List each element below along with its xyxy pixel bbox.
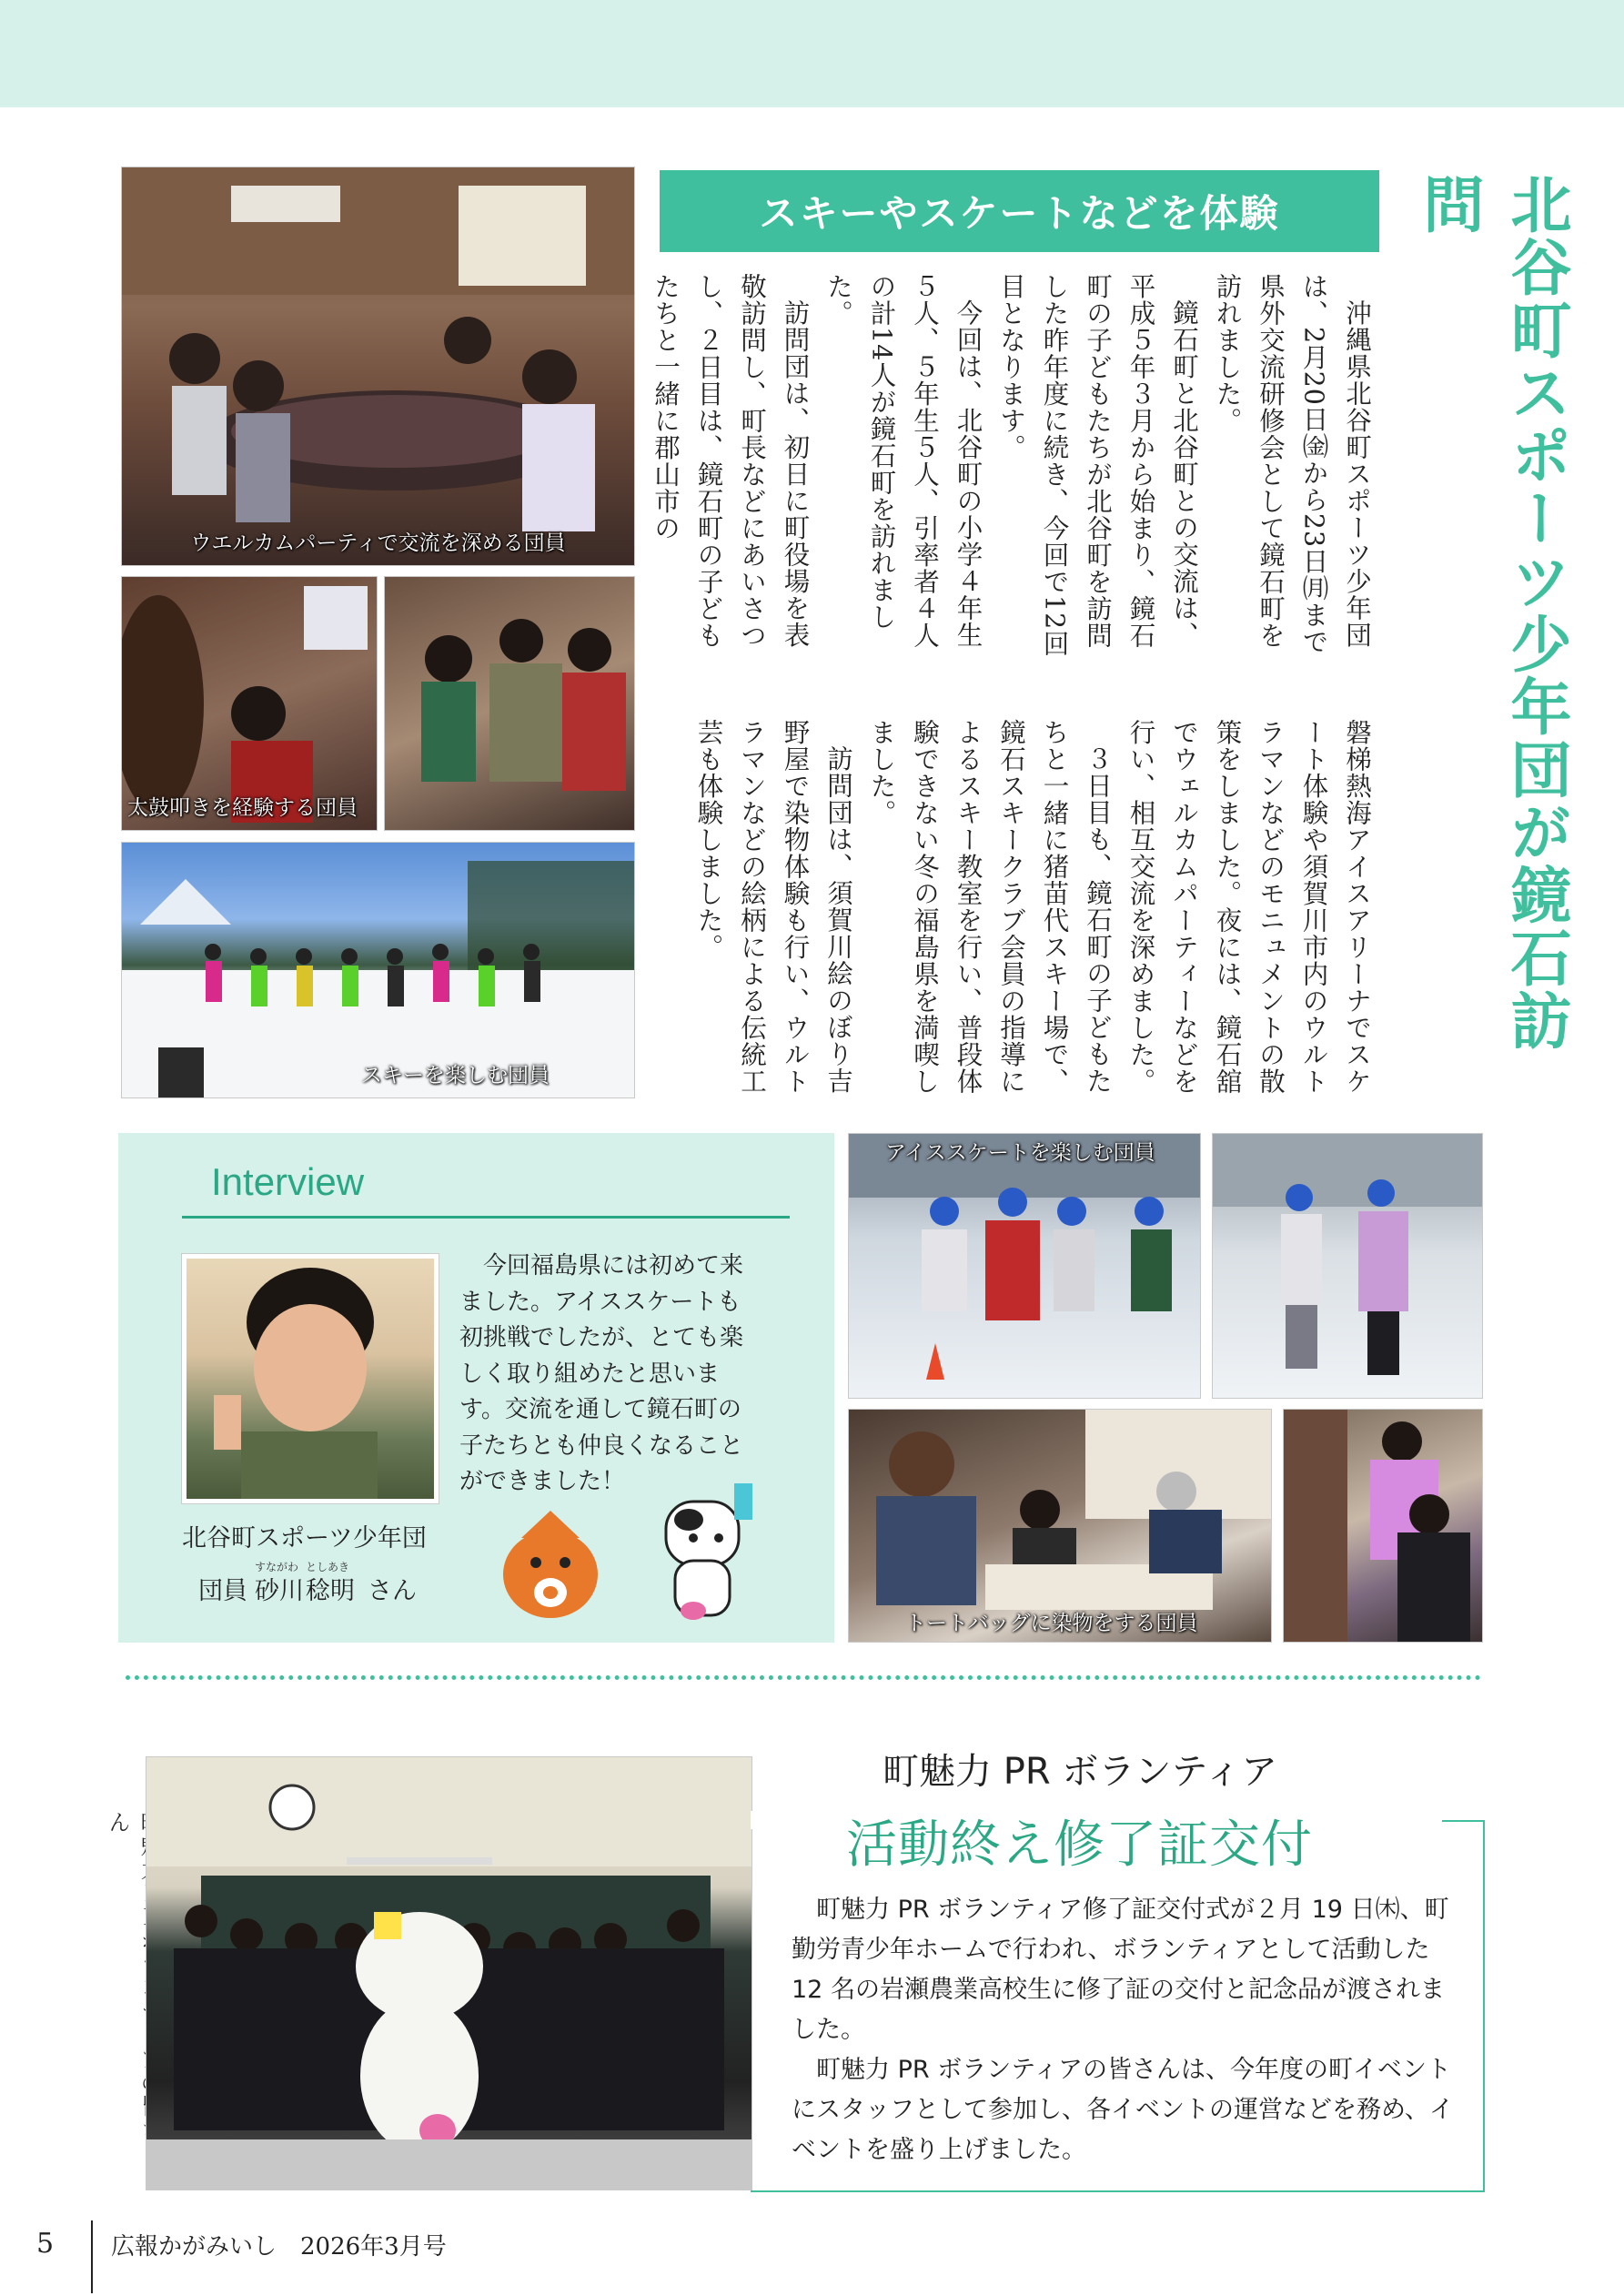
publication-title: 広報かがみいし 2026年3月号: [111, 2233, 447, 2261]
interviewee-org: 北谷町スポーツ少年団: [182, 1524, 427, 1553]
pr-paragraph: 町魅力 PR ボランティア修了証交付式が２月 19 日㈭、町勤労青少年ホームで行われ、ボランティアとして活動した 12 名の岩瀬農業高校生に修了証の交付と記念品が渡されました。: [792, 1896, 1449, 2044]
pr-title: 活動終え修了証交付: [846, 1816, 1313, 1875]
section-divider: [126, 1675, 1481, 1680]
page-number: 5: [36, 2228, 55, 2260]
article-paragraph: 鏡石町と北谷町との交流は、平成５年３月から始まり、鏡石町の子どもたちが北谷町を訪問した昨年度に続き、今回で12回目となります。: [996, 273, 1199, 657]
name-ruby-family: すながわ: [255, 1561, 299, 1573]
interviewee-name: [198, 1559, 471, 1604]
photo-taiko-left: [121, 576, 378, 831]
name-role: 団員: [198, 1577, 247, 1605]
dye-girl-scene: [1284, 1410, 1482, 1642]
photo-skate-pair: [1212, 1133, 1483, 1399]
photo-ski: [121, 842, 635, 1098]
pr-kicker: 町魅力 PR ボランティア: [883, 1751, 1278, 1793]
pr-group-scene: [146, 1757, 751, 2190]
pr-body: [792, 1890, 1460, 2170]
article-paragraph: ３日目も、鏡石町の子どもたちと一緒に猪苗代スキー場で、鏡石スキークラブ会員の指導によるスキー教室を行い、普段体験できない冬の福島県を満喫しました。: [866, 719, 1113, 1095]
photo-caption: ウエルカムパーティで交流を深める団員: [190, 531, 566, 555]
footer-rule: [91, 2220, 93, 2293]
skate-group-scene: [849, 1134, 1200, 1398]
name-family: 砂川: [255, 1577, 304, 1605]
photo-caption: スキーを楽しむ団員: [361, 1064, 550, 1087]
photo-taiko-right: [384, 576, 635, 831]
interview-divider: [182, 1216, 790, 1219]
pr-paragraph: 町魅力 PR ボランティアの皆さんは、今年度の町イベントにスタッフとして参加し、各イベントの運営などを務め、イベントを盛り上げました。: [792, 2056, 1454, 2164]
interview-text: 今回福島県には初めて来ました。アイススケートも初挑戦でしたが、とても楽しく取り組めたと思います。交流を通して鏡石町の子たちとも仲良くなることができました！: [459, 1252, 744, 1495]
photo-caption: トートバッグに染物をする団員: [905, 1612, 1198, 1635]
article-headline: 北谷町スポーツ少年団が鏡石訪問: [1414, 173, 1572, 1052]
photo-caption: 太鼓叩きを経験する団員: [127, 796, 358, 820]
article-paragraph: 磐梯熱海アイスアリーナでスケート体験や須賀川市内のウルトラマンなどのモニュメントの散策をしました。夜には、鏡石舘でウェルカムパーティーなどを行い、相互交流を深めました。: [1125, 719, 1372, 1095]
portrait-boy-icon: [187, 1259, 434, 1499]
mascot-cow-icon: [648, 1483, 762, 1629]
name-ruby-given: としあき: [306, 1561, 350, 1573]
skate-pair-scene: [1213, 1134, 1482, 1398]
photo-caption: アイススケートを楽しむ団員: [885, 1141, 1155, 1165]
article-paragraph: 訪問団は、初日に町役場を表敬訪問し、町長などにあいさつし、２日目は、鏡石町の子どもたちと一緒に郡山市の: [651, 273, 811, 649]
photo-dye-girl: [1283, 1409, 1483, 1643]
welcome-party-scene: [122, 167, 634, 565]
header-band: [0, 0, 1624, 107]
photo-pr-volunteers: [146, 1756, 752, 2190]
article-paragraph: 訪問団は、須賀川絵のぼり吉野屋で染物体験も行い、ウルトラマンなどの絵柄による伝統工芸も体験しました。: [693, 719, 853, 1095]
article-body-col2: [669, 719, 1378, 1110]
taiko-children-scene: [385, 577, 634, 830]
interview-portrait: [182, 1254, 439, 1503]
article-subheading: スキーやスケートなどを体験: [660, 170, 1379, 252]
photo-skate-group: [848, 1133, 1201, 1399]
photo-tote-dye: [848, 1409, 1272, 1643]
pr-photo-caption: ん: [105, 1811, 130, 1835]
article-paragraph: 今回は、北谷町の小学４年生５人、５年生５人、引率者４人の計14人が鏡石町を訪れました。: [823, 273, 983, 649]
mascot-orange-icon: [485, 1506, 617, 1624]
photo-welcome-party: [121, 167, 635, 566]
name-honorific: さん: [368, 1577, 417, 1605]
article-body-col1: [651, 273, 1378, 664]
article-paragraph: 沖縄県北谷町スポーツ少年団は、2月20日㈮から23日㈪まで県外交流研修会として鏡石町を訪れました。: [1212, 273, 1372, 656]
name-given: 稔明: [306, 1577, 355, 1605]
interview-title: Interview: [211, 1160, 365, 1203]
